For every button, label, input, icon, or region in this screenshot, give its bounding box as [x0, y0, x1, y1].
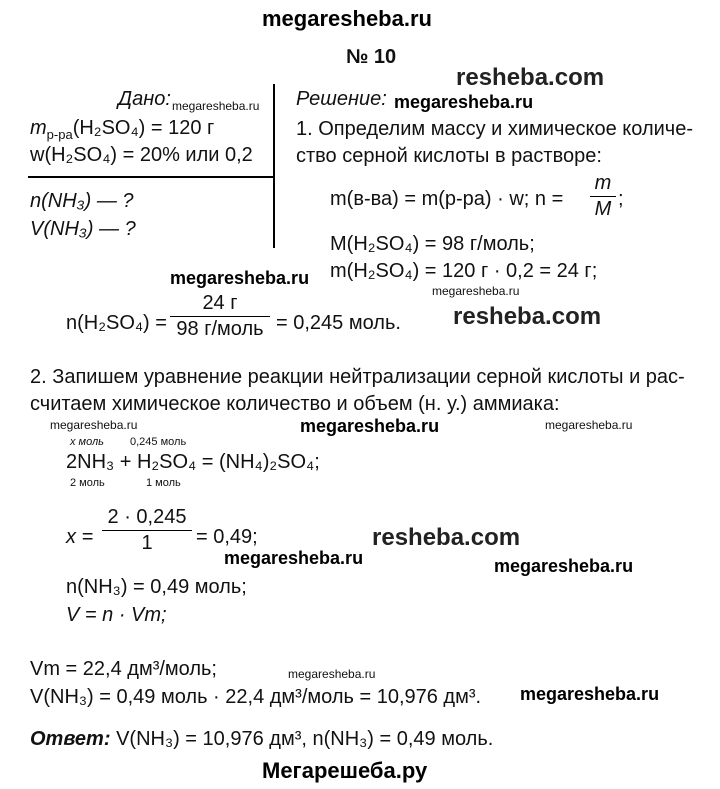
eq-over-nh3: x моль	[70, 436, 104, 448]
watermark-resheba: resheba.com	[372, 524, 521, 551]
formula-fraction: m M	[590, 172, 616, 221]
step2-line2: считаем химическое количество и объем (н. у.) аммиака:	[30, 393, 560, 415]
watermark-megaresheba: megaresheba.ru	[432, 284, 520, 298]
watermark-megaresheba: megaresheba.ru	[520, 684, 660, 704]
step1-line2: ство серной кислоты в растворе:	[296, 145, 602, 167]
given-divider	[28, 176, 274, 178]
watermark-megaresheba: megaresheba.ru	[394, 92, 534, 112]
n-h2so4-lhs: n(H₂SO₄) =	[66, 312, 167, 334]
answer-line	[30, 726, 493, 752]
problem-number: № 10	[346, 46, 397, 68]
watermark-megaresheba: megaresheba.ru	[224, 548, 364, 568]
molar-mass: M(H₂SO₄) = 98 г/моль;	[330, 233, 535, 255]
n-h2so4-rhs: = 0,245 моль.	[276, 312, 401, 334]
x-rhs: = 0,49;	[196, 526, 258, 548]
reaction-equation: 2NH₃ + H₂SO₄ = (NH₄)₂SO₄;	[66, 451, 320, 473]
given-title: Дано:	[118, 88, 171, 110]
find-n: n(NH₃) — ?	[30, 190, 134, 212]
watermark-megaresheba: megaresheba.ru	[50, 418, 138, 432]
eq-under-h2so4: 1 моль	[146, 477, 181, 489]
n-nh3: n(NH₃) = 0,49 моль;	[66, 576, 247, 598]
watermark-megaresheba: megaresheba.ru	[288, 667, 376, 681]
watermark-megaresheba: megaresheba.ru	[170, 268, 310, 288]
given-line-mass: $m_{р-ра}(H_2SO_4) = 120$ г	[30, 117, 215, 142]
given-vertical-divider	[273, 84, 275, 248]
watermark-megaresheba: megaresheba.ru	[300, 416, 440, 436]
n-h2so4-fraction: 24 г 98 г/моль	[170, 292, 270, 341]
mass-calculation: m(H₂SO₄) = 120 г · 0,2 = 24 г;	[330, 260, 598, 282]
solution-title: Решение:	[296, 88, 387, 110]
v-formula: V = n · Vm;	[66, 604, 167, 626]
answer-label: Ответ:	[30, 728, 111, 750]
watermark-megaresheba: megaresheba.ru	[545, 418, 633, 432]
x-fraction: 2 · 0,245 1	[102, 506, 192, 555]
watermark-resheba: resheba.com	[453, 303, 602, 330]
given-line-fraction: w(H₂SO₄) = 20% или 0,2	[30, 144, 253, 166]
step2-line1: 2. Запишем уравнение реакции нейтрализации серной кислоты и рас-	[30, 366, 685, 388]
formula-mass: m(в-ва) = m(р-ра) · w; n =	[330, 188, 564, 210]
site-header: megaresheba.ru	[262, 6, 432, 31]
x-lhs: x =	[66, 526, 94, 548]
formula-tail: ;	[618, 188, 624, 210]
answer-text: V(NH₃) = 10,976 дм³, n(NH₃) = 0,49 моль.	[116, 728, 494, 750]
site-footer: Мегарешеба.ру	[262, 758, 428, 783]
vm-value: Vm = 22,4 дм³/моль;	[30, 658, 217, 680]
find-v: V(NH₃) — ?	[30, 218, 136, 240]
step1-line1: 1. Определим массу и химическое количе-	[296, 118, 693, 140]
watermark-megaresheba: megaresheba.ru	[172, 99, 260, 113]
watermark-megaresheba: megaresheba.ru	[494, 556, 634, 576]
v-calculation: V(NH₃) = 0,49 моль · 22,4 дм³/моль = 10,976 дм³.	[30, 686, 482, 708]
eq-under-nh3: 2 моль	[70, 477, 105, 489]
eq-over-h2so4: 0,245 моль	[130, 436, 187, 448]
watermark-resheba: resheba.com	[456, 64, 605, 91]
